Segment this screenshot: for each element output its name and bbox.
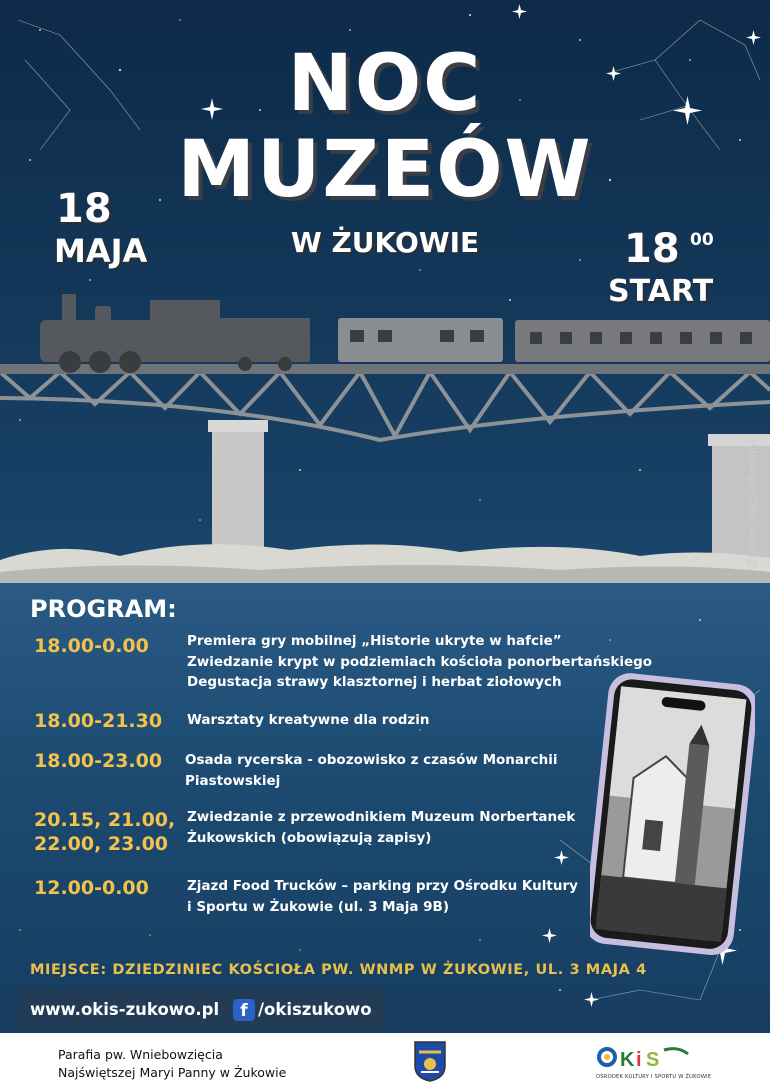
okis-logo [596,1044,696,1074]
program-time-line: 22.00, 23.00 [34,833,169,855]
program-line: Osada rycerska - obozowisko z czasów Monarchii [185,752,558,768]
program-time: 18.00-0.00 [34,635,149,657]
photo-credit: Źródło: Stacja Muzeum [746,439,759,566]
okis-subtitle: OŚRODEK KULTURY I SPORTU W ŻUKOWIE [596,1074,712,1080]
start-label: START [608,274,714,309]
phone-image [590,672,755,957]
locomotive [40,294,310,362]
program-line: Premiera gry mobilnej „Historie ukryte w hafcie” [187,633,562,649]
zukowo-crest-icon [413,1040,447,1082]
program-line: Degustacja strawy klasztornej i herbat ziołowych [187,674,562,690]
program-line: i Sportu w Żukowie (ul. 3 Maja 9B) [187,898,449,915]
program-time [34,808,175,856]
svg-text:i: i [636,1049,642,1071]
program-line: Zjazd Food Trucków – parking przy Ośrodku Kultury [187,878,578,894]
program-line: Żukowskich (obowiązują zapisy) [187,829,432,846]
event-location: MIEJSCE: DZIEDZINIEC KOŚCIOŁA PW. WNMP W ŻUKOWIE, UL. 3 MAJA 4 [30,962,647,978]
facebook-icon[interactable]: f [233,999,255,1021]
event-title-line1: NOC [287,39,483,129]
program-description [185,750,558,791]
svg-text:S: S [646,1049,660,1071]
program-description [187,631,652,693]
program-line: Piastowskiej [185,772,281,789]
svg-text:K: K [620,1049,635,1071]
wagon [338,318,770,362]
program-description [187,876,578,917]
program-time-line: 20.15, 21.00, [34,809,176,831]
parish-line: Parafia pw. Wniebowzięcia [58,1047,223,1062]
program-time: 12.00-0.00 [34,877,149,899]
program-line: Warsztaty kreatywne dla rodzin [187,712,430,728]
start-time-minutes: 00 [690,230,714,250]
program-description [187,807,575,848]
event-date-day: 18 [56,186,112,232]
bridge-truss [0,372,770,440]
program-line: Zwiedzanie z przewodnikiem Muzeum Norbertanek [187,809,576,825]
program-line: Zwiedzanie krypt w podziemiach kościoła ponorbertańskiego [187,653,653,670]
event-subtitle: W ŻUKOWIE [290,226,480,259]
facebook-handle[interactable]: /okiszukowo [258,1000,372,1019]
parish-line: Najświętszej Maryi Panny w Żukowie [58,1065,287,1080]
program-heading: PROGRAM: [30,595,177,623]
program-time: 18.00-23.00 [34,750,163,772]
event-title-line2: MUZEÓW [177,125,593,215]
event-date-month: MAJA [54,232,148,270]
program-description [187,710,429,731]
parish-name [58,1046,286,1082]
program-time: 18.00-21.30 [34,710,163,732]
start-time-hour: 18 [624,226,680,272]
website-link[interactable]: www.okis-zukowo.pl [30,1000,220,1019]
